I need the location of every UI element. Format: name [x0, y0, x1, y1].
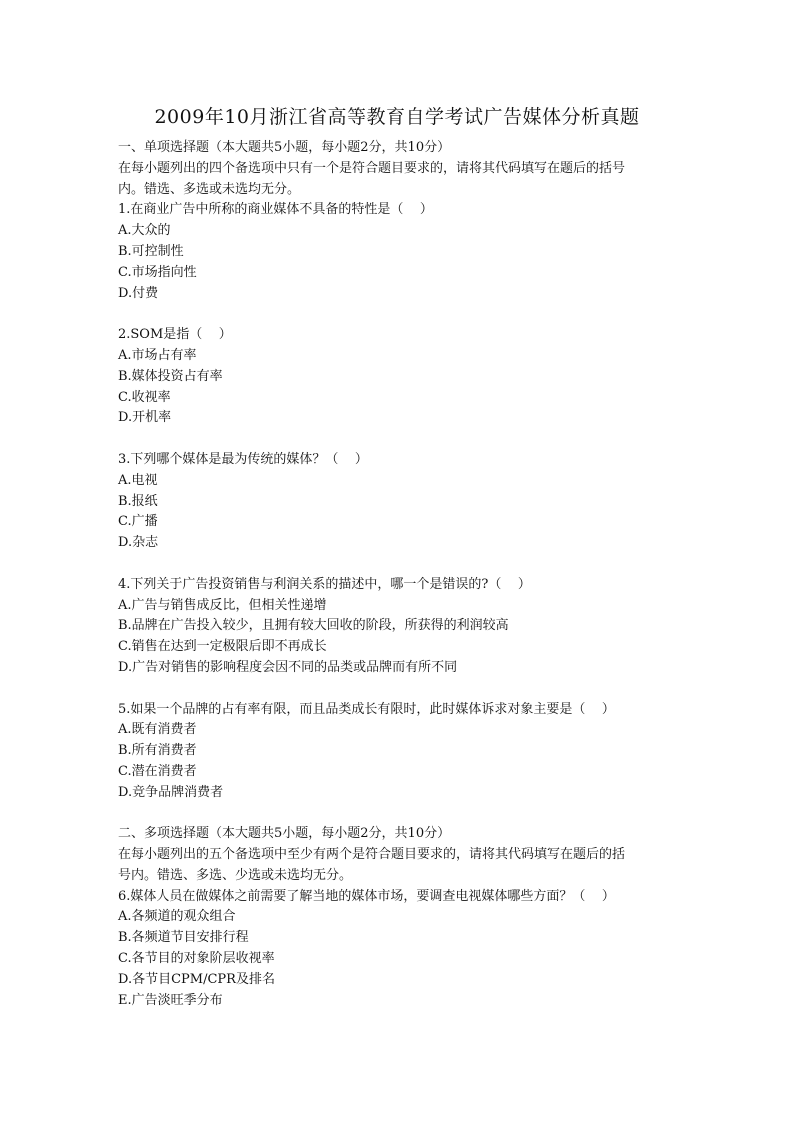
option: A.市场占有率: [118, 347, 197, 363]
spacer: [118, 304, 678, 325]
page-title: 2009年10月浙江省高等教育自学考试广告媒体分析真题: [154, 106, 640, 128]
option: A.既有消费者: [118, 722, 197, 738]
section-instructions: 内。错选、多选或未选均无分。: [118, 181, 301, 197]
option: C.收视率: [118, 389, 171, 405]
option: D.杂志: [118, 535, 159, 551]
option: A.各频道的观众组合: [118, 909, 236, 925]
option: D.竞争品牌消费者: [118, 784, 224, 800]
section-instructions: 在每小题列出的四个备选项中只有一个是符合题目要求的，请将其代码填写在题后的括号: [118, 160, 626, 176]
option: A.电视: [118, 472, 158, 488]
section-instructions: 号内。错选、多选、少选或未选均无分。: [118, 867, 353, 883]
option: C.各节目的对象阶层收视率: [118, 951, 275, 967]
question-stem: 2.SOM是指（ ）: [118, 327, 232, 343]
option: D.付费: [118, 285, 159, 301]
section-heading: 一、单项选择题（本大题共5小题，每小题2分，共10分）: [118, 140, 451, 155]
option: A.大众的: [118, 223, 171, 239]
spacer: [118, 679, 678, 700]
question-stem: 4.下列关于广告投资销售与利润关系的描述中，哪一个是错误的?（ ）: [118, 576, 531, 592]
exam-content: [118, 138, 678, 1011]
spacer: [118, 804, 678, 825]
option: D.广告对销售的影响程度会因不同的品类或品牌而有所不同: [118, 659, 458, 675]
option: B.所有消费者: [118, 743, 197, 759]
option: C.广播: [118, 514, 158, 530]
section-instructions: 在每小题列出的五个备选项中至少有两个是符合题目要求的，请将其代码填写在题后的括: [118, 847, 626, 863]
option: C.销售在达到一定极限后即不再成长: [118, 639, 327, 655]
section-heading: 二、多项选择题（本大题共5小题，每小题2分，共10分）: [118, 826, 451, 842]
option: E.广告淡旺季分布: [118, 992, 223, 1008]
option: C.市场指向性: [118, 264, 197, 280]
question-stem: 5.如果一个品牌的占有率有限，而且品类成长有限时，此时媒体诉求对象主要是（ ）: [118, 701, 615, 717]
option: A.广告与销售成反比，但相关性递增: [118, 597, 327, 613]
option: B.可控制性: [118, 243, 184, 259]
option: B.各频道节目安排行程: [118, 930, 249, 946]
option: B.媒体投资占有率: [118, 368, 223, 384]
option: C.潜在消费者: [118, 763, 197, 779]
question-stem: 6.媒体人员在做媒体之前需要了解当地的媒体市场，要调查电视媒体哪些方面？（ ）: [118, 888, 615, 904]
spacer: [118, 429, 678, 450]
option: D.开机率: [118, 410, 172, 426]
option: B.品牌在广告投入较少，且拥有较大回收的阶段，所获得的利润较高: [118, 618, 509, 634]
option: D.各节目CPM/CPR及排名: [118, 971, 275, 987]
question-stem: 3.下列哪个媒体是最为传统的媒体？（ ）: [118, 451, 368, 467]
spacer: [118, 554, 678, 575]
option: B.报纸: [118, 493, 158, 509]
question-stem: 1.在商业广告中所称的商业媒体不具备的特性是（ ）: [118, 202, 433, 218]
